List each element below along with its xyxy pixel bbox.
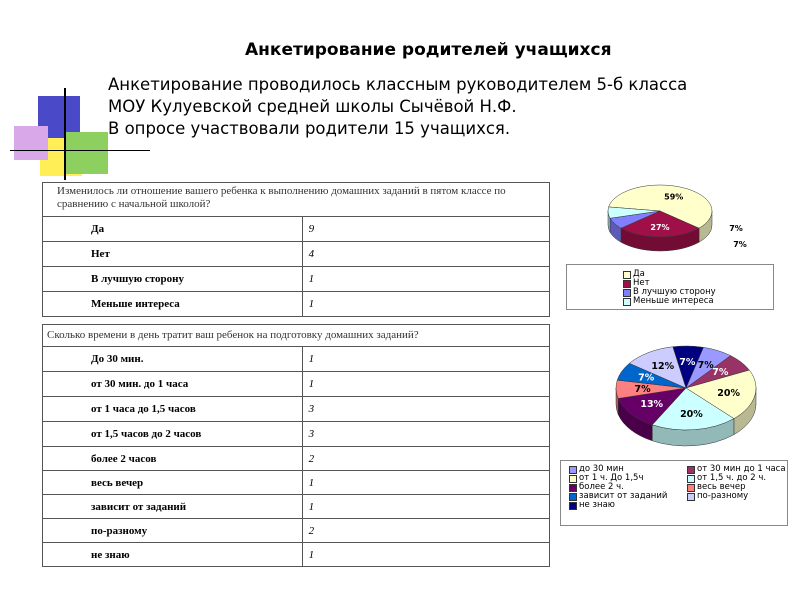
row-value: 4 — [302, 242, 549, 267]
decor-line-horizontal — [10, 150, 150, 151]
legend-swatch — [623, 271, 631, 279]
survey1-table — [42, 182, 550, 317]
legend-swatch — [569, 502, 577, 510]
legend-swatch — [687, 466, 695, 474]
legend-label: Да — [633, 269, 645, 279]
row-value: 1 — [302, 471, 549, 495]
page-title: Анкетирование родителей учащихся — [245, 40, 612, 60]
legend-item — [685, 492, 789, 501]
intro-text — [108, 74, 687, 140]
legend-swatch — [569, 475, 577, 483]
row-label: весь вечер — [43, 471, 303, 495]
pie-label: 7% — [697, 359, 714, 371]
table-row — [43, 422, 550, 447]
table-row — [43, 543, 550, 567]
table-row — [43, 471, 550, 495]
pie-chart-2 — [598, 338, 788, 460]
row-value: 3 — [302, 422, 549, 447]
table-row — [43, 292, 550, 317]
pie-label: 7% — [634, 383, 651, 395]
pie-label: 27% — [650, 223, 670, 233]
survey1-question: Изменилось ли отношение вашего ребенка к выполнению домашних заданий в пятом классе по сравнению с начальной школой? — [43, 183, 550, 217]
legend-swatch — [569, 484, 577, 492]
legend-swatch — [623, 298, 631, 306]
row-value: 9 — [302, 217, 549, 242]
intro-line: В опросе участвовали родители 15 учащихся. — [108, 119, 511, 138]
row-value: 2 — [302, 447, 549, 471]
survey2-question: Сколько времени в день тратит ваш ребенок на подготовку домашних заданий? — [43, 325, 550, 347]
pie-label: 13% — [640, 398, 664, 410]
decor-square-green — [66, 132, 108, 174]
legend-label: зависит от заданий — [579, 491, 668, 501]
legend-label: от 1 ч. До 1,5ч — [579, 473, 644, 483]
legend-label: В лучшую сторону — [633, 287, 716, 297]
decor-line-vertical — [64, 88, 66, 180]
legend-1 — [566, 264, 774, 310]
legend-label: от 1,5 ч. до 2 ч. — [697, 473, 767, 483]
pie-label: 12% — [651, 361, 675, 373]
table-row — [43, 242, 550, 267]
row-value: 1 — [302, 495, 549, 519]
legend-swatch — [569, 466, 577, 474]
table-row — [43, 217, 550, 242]
legend-label: от 30 мин до 1 часа — [697, 464, 786, 474]
row-value: 1 — [302, 372, 549, 397]
row-value: 1 — [302, 347, 549, 372]
row-label: зависит от заданий — [43, 495, 303, 519]
row-value: 1 — [302, 543, 549, 567]
decor-square-pink — [14, 126, 48, 160]
row-value: 1 — [302, 267, 549, 292]
table-row — [43, 347, 550, 372]
legend-label: не знаю — [579, 500, 615, 510]
row-label: Да — [43, 217, 303, 242]
table-row — [43, 519, 550, 543]
intro-line: МОУ Кулуевской средней школы Сычёвой Н.Ф. — [108, 97, 517, 116]
row-value: 3 — [302, 397, 549, 422]
legend-swatch — [687, 493, 695, 501]
legend-label: Нет — [633, 278, 650, 288]
legend-label: весь вечер — [697, 482, 746, 492]
row-label: от 1,5 часов до 2 часов — [43, 422, 303, 447]
table-row — [43, 397, 550, 422]
pie-label: 7% — [733, 240, 747, 249]
legend-swatch — [623, 289, 631, 297]
legend-swatch — [569, 493, 577, 501]
row-label: более 2 часов — [43, 447, 303, 471]
pie-label: 20% — [717, 387, 741, 399]
pie-chart-1 — [598, 178, 768, 264]
pie-label: 7% — [729, 224, 743, 233]
pie-label: 7% — [679, 356, 696, 368]
row-label: от 1 часа до 1,5 часов — [43, 397, 303, 422]
legend-swatch — [623, 280, 631, 288]
pie-label: 59% — [664, 192, 684, 202]
row-value: 2 — [302, 519, 549, 543]
legend-2 — [560, 460, 788, 526]
row-label: от 30 мин. до 1 часа — [43, 372, 303, 397]
pie-label: 7% — [638, 372, 655, 384]
legend-swatch — [687, 484, 695, 492]
legend-item — [621, 297, 773, 306]
intro-line: Анкетирование проводилось классным руководителем 5-б класса — [108, 75, 688, 94]
row-label: по-разному — [43, 519, 303, 543]
row-label: В лучшую сторону — [43, 267, 303, 292]
table-row — [43, 372, 550, 397]
legend-label: до 30 мин — [579, 464, 624, 474]
legend-label: по-разному — [697, 491, 749, 501]
row-value: 1 — [302, 292, 549, 317]
row-label: Нет — [43, 242, 303, 267]
table-row — [43, 495, 550, 519]
legend-swatch — [687, 475, 695, 483]
table-row — [43, 447, 550, 471]
survey2-table — [42, 324, 550, 567]
legend-item — [567, 501, 685, 510]
row-label: До 30 мин. — [43, 347, 303, 372]
pie-label: 20% — [680, 408, 703, 420]
pie-label: 7% — [712, 367, 729, 379]
table-row — [43, 267, 550, 292]
legend-label: Меньше интереса — [633, 296, 714, 306]
row-label: Меньше интереса — [43, 292, 303, 317]
row-label: не знаю — [43, 543, 303, 567]
legend-label: более 2 ч. — [579, 482, 624, 492]
